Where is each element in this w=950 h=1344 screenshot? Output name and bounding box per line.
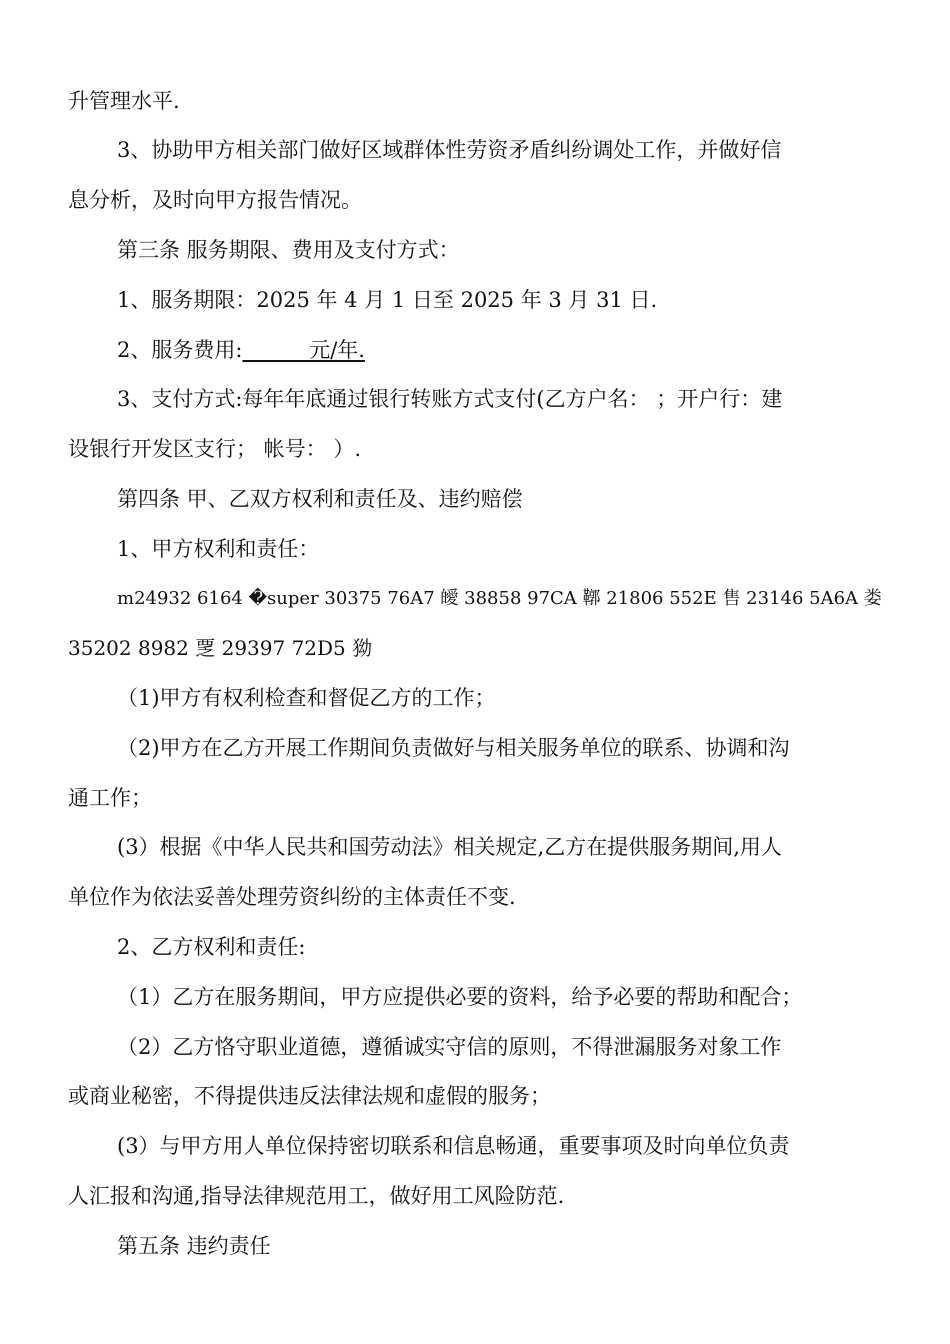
text-line (0, 384, 950, 414)
text-line (0, 86, 950, 116)
line-text: 通工作； (68, 786, 152, 810)
line-text: 35202 8982 覂 29397 72D5 狕 (68, 636, 373, 660)
line-text: 或商业秘密，不得提供违反法律法规和虚假的服务； (68, 1084, 551, 1108)
text-line (0, 434, 950, 464)
line-text: 第四条 甲、乙双方权利和责任及、违约赔偿 (117, 487, 523, 511)
section-heading (0, 235, 950, 265)
text-line (0, 1131, 950, 1161)
text-line (0, 534, 950, 564)
line-text: （1）乙方在服务期间，甲方应提供必要的资料，给予必要的帮助和配合； (117, 985, 803, 1009)
section-heading (0, 1231, 950, 1261)
line-text: 人汇报和沟通,指导法律规范用工，做好用工风险防范. (68, 1184, 565, 1208)
line-text: （2）乙方恪守职业道德，遵循诚实守信的原则，不得泄漏服务对象工作 (117, 1035, 782, 1059)
text-line (0, 832, 950, 862)
text-line (0, 135, 950, 165)
line-text: 单位作为依法妥善处理劳资纠纷的主体责任不变. (68, 885, 516, 909)
line-text: 3、支付方式:每年年底通过银行转账方式支付(乙方户名： ；开户行：建 (117, 387, 783, 411)
line-text: (3）根据《中华人民共和国劳动法》相关规定,乙方在提供服务期间,用人 (117, 835, 782, 859)
line-text: 2、乙方权利和责任: (117, 935, 306, 959)
text-line (0, 932, 950, 962)
section-heading (0, 484, 950, 514)
text-line (0, 633, 950, 663)
text-line (0, 683, 950, 713)
line-text: 3、协助甲方相关部门做好区域群体性劳资矛盾纠纷调处工作，并做好信 (117, 138, 782, 162)
line-text: 第五条 违约责任 (117, 1234, 271, 1258)
text-line (0, 335, 950, 365)
line-text: （1)甲方有权利检查和督促乙方的工作； (117, 686, 496, 710)
text-line (0, 584, 950, 614)
text-line (0, 1032, 950, 1062)
line-text: m24932 6164 �super 30375 76A7 皧 38858 97CA 鞹 21806 552E 售 23146 5A6A 娄 (117, 588, 882, 609)
line-text: 1、甲方权利和责任： (117, 537, 320, 561)
line-text: 1、服务期限：2025 年 4 月 1 日至 2025 年 3 月 31 日. (117, 288, 658, 312)
text-line (0, 285, 950, 315)
text-line (0, 982, 950, 1012)
text-line (0, 1081, 950, 1111)
line-text: （2)甲方在乙方开展工作期间负责做好与相关服务单位的联系、协调和沟 (117, 736, 790, 760)
line-text: 升管理水平. (68, 89, 180, 113)
text-line (0, 185, 950, 215)
fee-blank: 元/年. (242, 338, 365, 362)
text-line (0, 733, 950, 763)
line-text: (3）与甲方用人单位保持密切联系和信息畅通，重要事项及时向单位负责 (117, 1134, 790, 1158)
text-line (0, 1181, 950, 1211)
line-text: 设银行开发区支行； 帐号： ）. (68, 437, 362, 461)
line-text: 息分析，及时向甲方报告情况。 (68, 188, 362, 212)
line-text: 2、服务费用: (117, 338, 243, 362)
text-line (0, 882, 950, 912)
line-text: 第三条 服务期限、费用及支付方式： (117, 238, 460, 262)
text-line (0, 783, 950, 813)
